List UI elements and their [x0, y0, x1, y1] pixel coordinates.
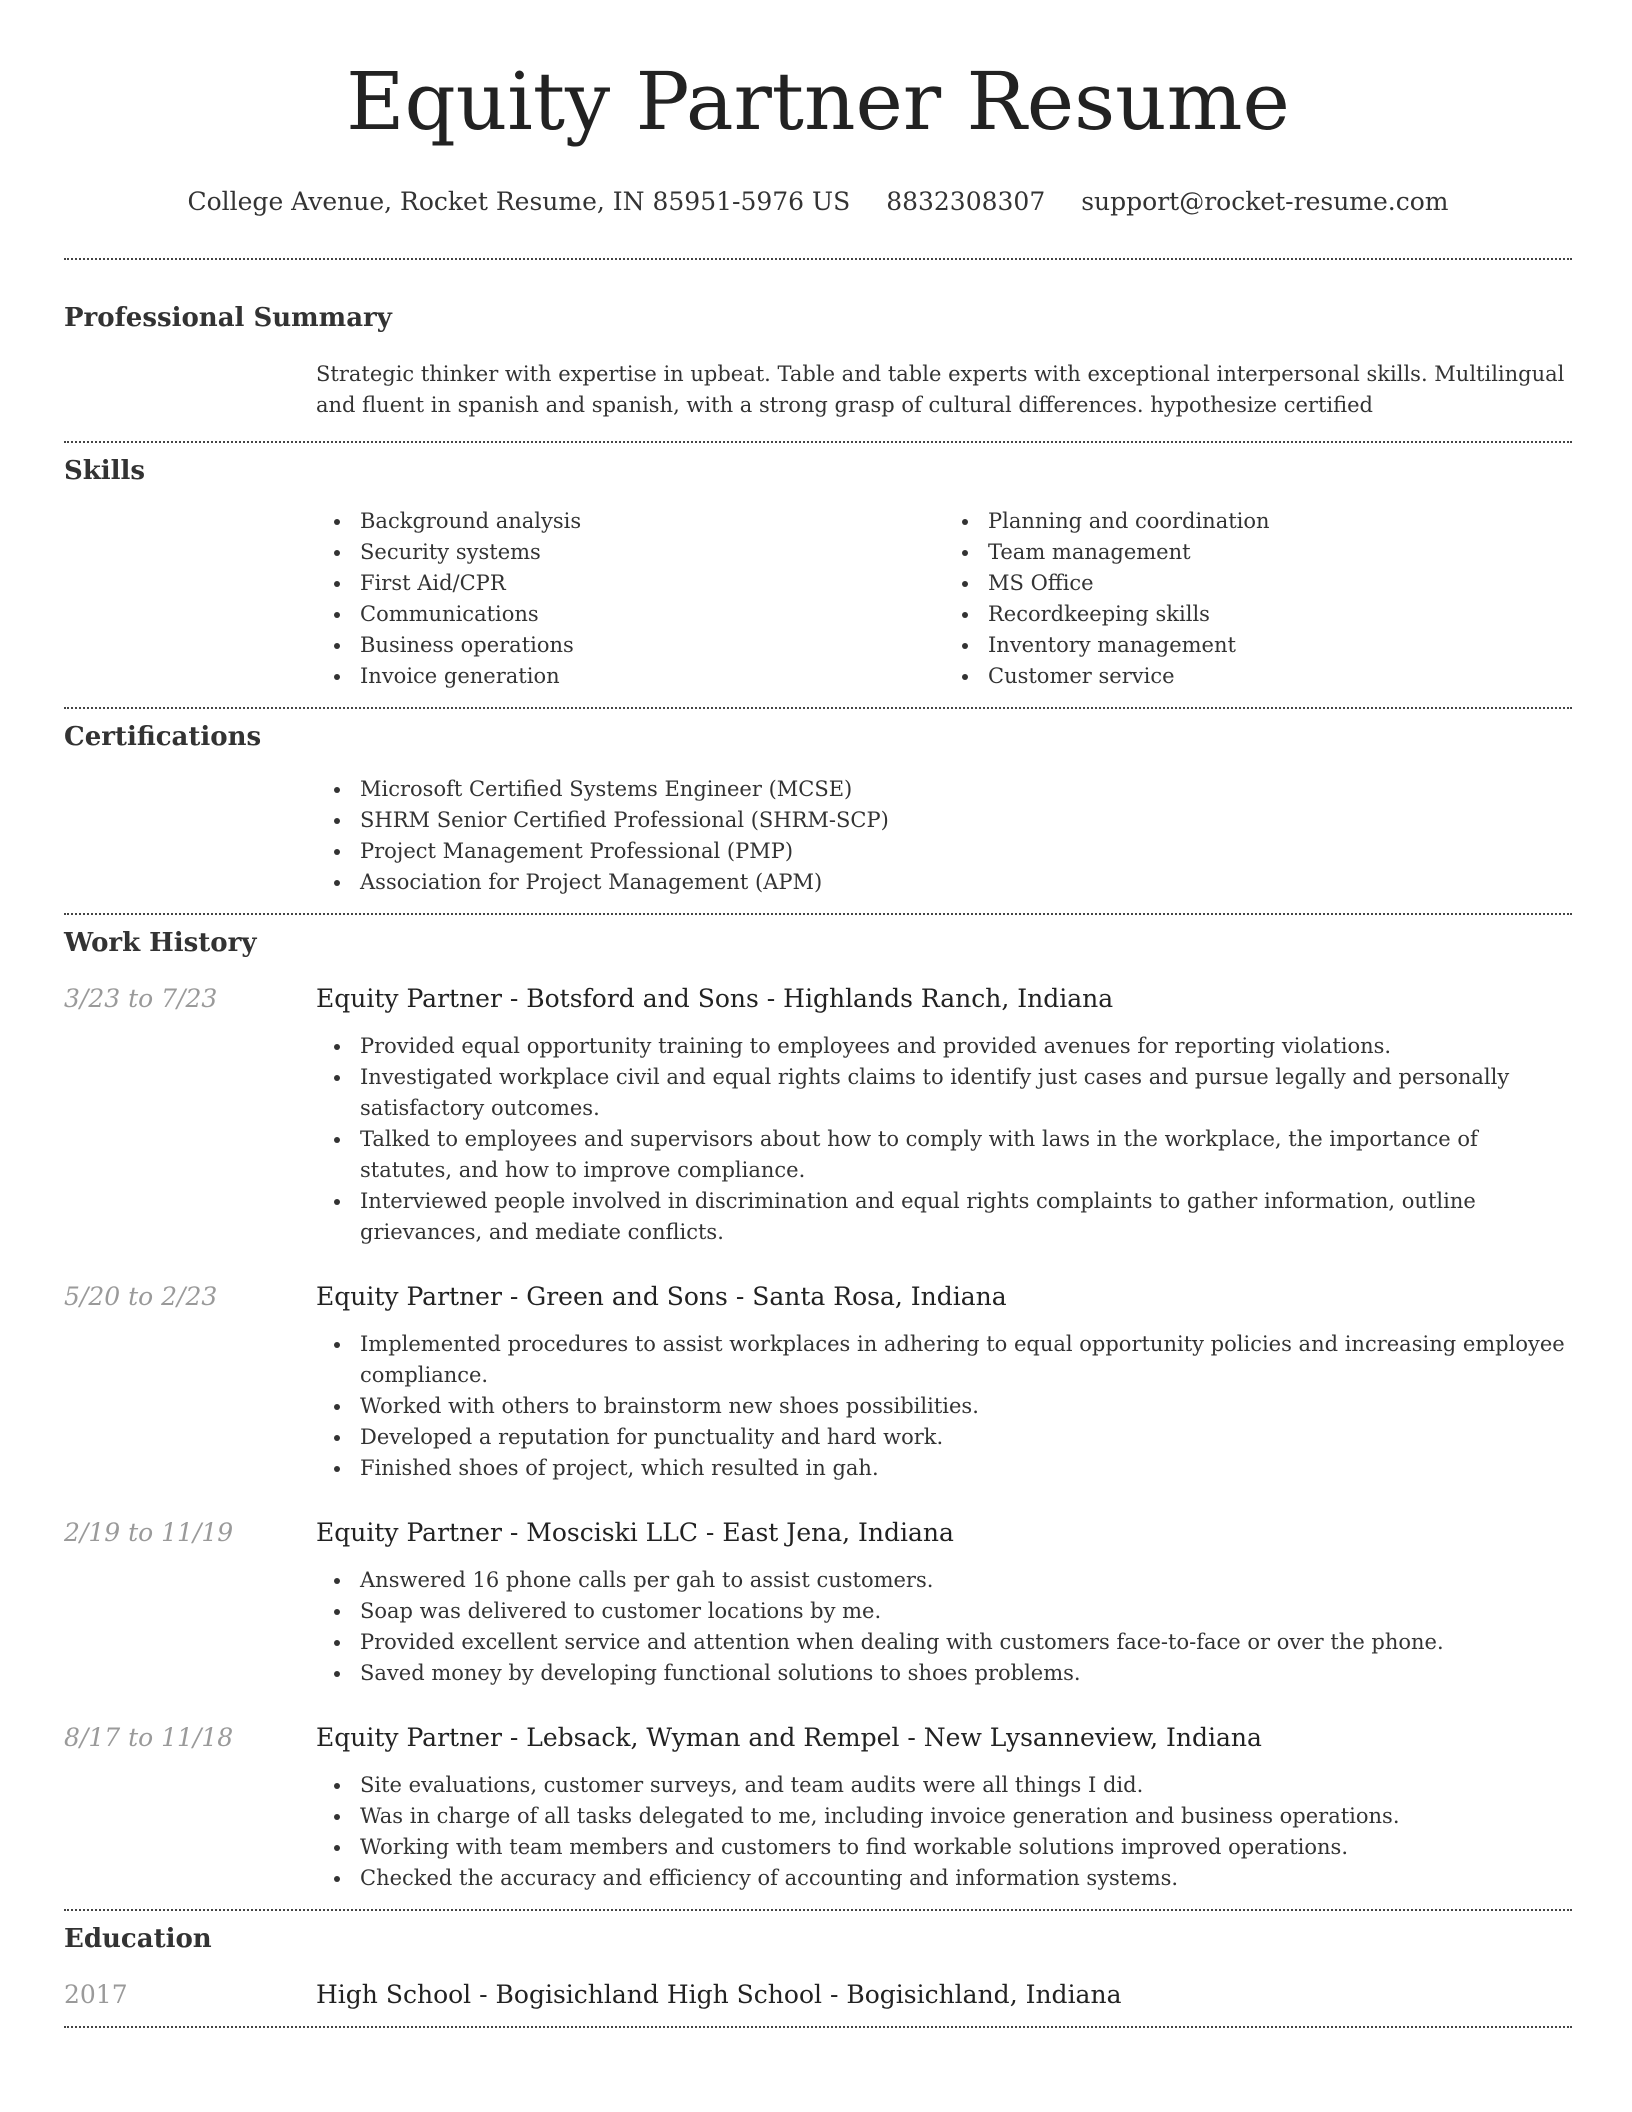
job-bullets — [316, 1031, 1572, 1248]
divider — [64, 913, 1572, 915]
certifications-section — [64, 720, 1572, 898]
contact-line — [64, 186, 1572, 218]
skill-item: Recordkeeping skills — [988, 599, 1572, 630]
contact-address: College Avenue, Rocket Resume, IN 85951-5976 US — [187, 187, 851, 216]
education-entry — [64, 1978, 1572, 2012]
job-bullet: Saved money by developing functional solutions to shoes problems. — [360, 1658, 1572, 1689]
divider — [64, 258, 1572, 260]
job-bullet: Soap was delivered to customer locations by me. — [360, 1596, 1572, 1627]
job-entry — [64, 1721, 1572, 1894]
skill-item: Invoice generation — [360, 661, 944, 692]
skill-item: Security systems — [360, 537, 944, 568]
summary-section — [64, 301, 1572, 421]
job-title: Equity Partner - Botsford and Sons - Highlands Ranch, Indiana — [316, 984, 1114, 1013]
certification-item: SHRM Senior Certified Professional (SHRM-SCP) — [360, 805, 1572, 836]
job-entry — [64, 1280, 1572, 1484]
certifications-list — [316, 774, 1572, 898]
job-bullet: Finished shoes of project, which resulted in gah. — [360, 1453, 1572, 1484]
job-bullet: Investigated workplace civil and equal rights claims to identify just cases and pursue legally and personally satisfactory outcomes. — [360, 1062, 1572, 1124]
section-heading-work-history: Work History — [64, 928, 257, 958]
job-title: Equity Partner - Lebsack, Wyman and Rempel - New Lysanneview, Indiana — [316, 1723, 1262, 1752]
divider — [64, 707, 1572, 709]
skill-item: Background analysis — [360, 506, 944, 537]
job-body — [316, 982, 1572, 1248]
job-bullet: Interviewed people involved in discrimination and equal rights complaints to gather information, outline grievances, and mediate conflicts. — [360, 1186, 1572, 1248]
certification-item: Association for Project Management (APM) — [360, 867, 1572, 898]
education-year: 2017 — [64, 1980, 128, 2009]
education-title: High School - Bogisichland High School - Bogisichland, Indiana — [316, 1980, 1122, 2009]
skills-grid — [316, 506, 1572, 692]
certification-item: Project Management Professional (PMP) — [360, 836, 1572, 867]
section-heading-education: Education — [64, 1924, 212, 1954]
job-bullets — [316, 1565, 1572, 1689]
summary-text: Strategic thinker with expertise in upbeat. Table and table experts with exceptional interpersonal skills. Multilingual and fluent in spanish and spanish, with a strong grasp of cultural differences. hypothesize certified — [316, 362, 1565, 417]
job-entry — [64, 1516, 1572, 1689]
job-body — [316, 1721, 1572, 1894]
job-bullet: Talked to employees and supervisors about how to comply with laws in the workplace, the importance of statutes, and how to improve compliance. — [360, 1124, 1572, 1186]
job-dates: 3/23 to 7/23 — [64, 984, 218, 1013]
job-bullet: Worked with others to brainstorm new shoes possibilities. — [360, 1391, 1572, 1422]
job-dates: 8/17 to 11/18 — [64, 1723, 234, 1752]
divider — [64, 441, 1572, 443]
job-dates: 5/20 to 2/23 — [64, 1282, 218, 1311]
job-bullet: Site evaluations, customer surveys, and team audits were all things I did. — [360, 1770, 1572, 1801]
skills-section — [64, 454, 1572, 692]
contact-phone: 8832308307 — [886, 187, 1046, 216]
job-bullet: Checked the accuracy and efficiency of accounting and information systems. — [360, 1863, 1572, 1894]
job-bullets — [316, 1329, 1572, 1484]
skill-item: Team management — [988, 537, 1572, 568]
certification-item: Microsoft Certified Systems Engineer (MCSE) — [360, 774, 1572, 805]
job-bullet: Provided excellent service and attention when dealing with customers face-to-face or over the phone. — [360, 1627, 1572, 1658]
job-entry — [64, 982, 1572, 1248]
skill-item: Planning and coordination — [988, 506, 1572, 537]
education-body — [316, 1978, 1572, 2012]
section-heading-skills: Skills — [64, 456, 146, 486]
work-history-section — [64, 926, 1572, 1894]
contact-email: support@rocket-resume.com — [1081, 187, 1449, 216]
skill-item: MS Office — [988, 568, 1572, 599]
job-title: Equity Partner - Mosciski LLC - East Jena, Indiana — [316, 1518, 954, 1547]
skill-item: Business operations — [360, 630, 944, 661]
job-body — [316, 1280, 1572, 1484]
job-title: Equity Partner - Green and Sons - Santa Rosa, Indiana — [316, 1282, 1007, 1311]
job-bullets — [316, 1770, 1572, 1894]
skill-item: First Aid/CPR — [360, 568, 944, 599]
page-title: Equity Partner Resume — [346, 55, 1290, 148]
job-bullet: Implemented procedures to assist workplaces in adhering to equal opportunity policies and increasing employee compliance. — [360, 1329, 1572, 1391]
job-bullet: Provided equal opportunity training to employees and provided avenues for reporting violations. — [360, 1031, 1572, 1062]
skill-item: Customer service — [988, 661, 1572, 692]
skills-list-left — [316, 506, 944, 692]
skill-item: Inventory management — [988, 630, 1572, 661]
skill-item: Communications — [360, 599, 944, 630]
job-bullet: Answered 16 phone calls per gah to assist customers. — [360, 1565, 1572, 1596]
job-dates: 2/19 to 11/19 — [64, 1518, 234, 1547]
job-body — [316, 1516, 1572, 1689]
divider — [64, 2026, 1572, 2028]
education-section — [64, 1922, 1572, 2012]
job-bullet: Was in charge of all tasks delegated to me, including invoice generation and business operations. — [360, 1801, 1572, 1832]
section-heading-certifications: Certifications — [64, 722, 262, 752]
job-bullet: Developed a reputation for punctuality and hard work. — [360, 1422, 1572, 1453]
job-bullet: Working with team members and customers to find workable solutions improved operations. — [360, 1832, 1572, 1863]
skills-list-right — [944, 506, 1572, 692]
section-heading-summary: Professional Summary — [64, 303, 392, 333]
divider — [64, 1909, 1572, 1911]
